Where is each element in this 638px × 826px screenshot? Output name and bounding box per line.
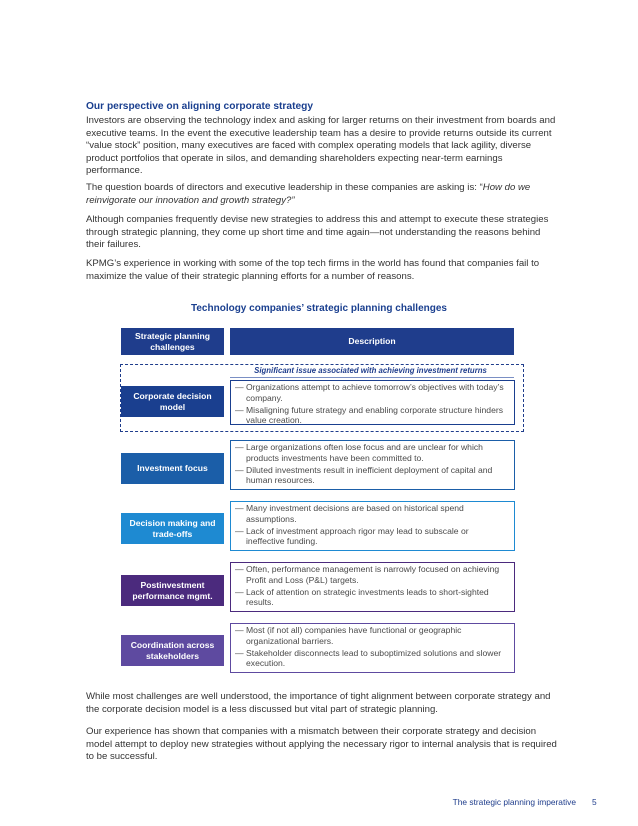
dash-marker: — — [235, 586, 244, 597]
bullet-text: Diluted investments result in inefficient deployment of capital and human resources. — [246, 464, 493, 485]
bullet-text: Most (if not all) companies have functional or geographic organizational barriers. — [246, 625, 462, 646]
challenge-label: Coordination across stakeholders — [121, 635, 224, 666]
description-bullet — [235, 442, 508, 463]
challenge-label: Decision making and trade-offs — [121, 513, 224, 544]
dash-marker: — — [235, 464, 244, 475]
description-bullet — [235, 382, 508, 403]
bullet-text: Many investment decisions are based on historical spend assumptions. — [246, 503, 464, 524]
challenge-description — [230, 440, 515, 490]
page-number: 5 — [592, 797, 597, 807]
paragraph-2 — [86, 182, 558, 207]
section-heading: Our perspective on aligning corporate strategy — [86, 101, 314, 112]
description-bullet — [235, 405, 508, 426]
challenge-description — [230, 623, 515, 673]
paragraph-3: Although companies frequently devise new strategies to address this and attempt to execute these strategies through strategic planning, they come up short time and time again—not understanding the reasons behind their failures. — [86, 214, 549, 251]
figure-title: Technology companies’ strategic planning challenges — [191, 303, 447, 314]
bullet-text: Large organizations often lose focus and are unclear for which products investments have been committed to. — [246, 442, 483, 463]
dash-marker: — — [235, 564, 244, 574]
description-bullet — [235, 625, 508, 646]
description-bullet — [235, 564, 508, 585]
bullet-text: Lack of investment approach rigor may lead to subscale or ineffective funding. — [246, 525, 469, 546]
dash-marker: — — [235, 525, 244, 536]
challenge-description — [230, 380, 515, 425]
description-bullet — [235, 465, 508, 486]
bullet-text: Stakeholder disconnects lead to suboptimized solutions and slower execution. — [246, 647, 502, 668]
paragraph-6: Our experience has shown that companies with a mismatch between their corporate strategy and decision model attempt to deploy new strategies without applying the necessary rigor to internal analysis that is required to be successful. — [86, 726, 557, 763]
significant-issue-note: Significant issue associated with achieving investment returns — [254, 366, 487, 375]
description-bullet — [235, 503, 508, 524]
paragraph-2-lead: The question boards of directors and executive leadership in these companies are asking is: “ — [86, 182, 483, 193]
description-bullet — [235, 587, 508, 608]
header-description: Description — [230, 328, 514, 355]
paragraph-2-quote: How do we reinvigorate our innovation and growth strategy?” — [86, 182, 531, 206]
challenge-label: Postinvestment performance mgmt. — [121, 575, 224, 606]
dash-marker: — — [235, 404, 244, 415]
dash-marker: — — [235, 442, 244, 452]
paragraph-1: Investors are observing the technology index and asking for larger returns on their investment from boards and executive teams. In the event the executive leadership team has a desire to provide returns outside its current “value stock” position, many executives are faced with complex operating models that lack agility, diverse product portfolios that operate in silos, and demanding shareholders expecting near-term earnings performance. — [86, 115, 556, 177]
paragraph-4: KPMG’s experience in working with some of the top tech firms in the world has found that companies fail to maximize the value of their strategic planning efforts for a number of reasons. — [86, 258, 540, 282]
bullet-text: Organizations attempt to achieve tomorrow’s objectives with today’s company. — [246, 382, 504, 403]
dash-marker: — — [235, 647, 244, 658]
challenge-description — [230, 562, 515, 612]
bullet-text: Often, performance management is narrowly focused on achieving Profit and Loss (P&L) targets. — [246, 564, 500, 585]
header-challenges: Strategic planning challenges — [121, 328, 224, 355]
challenge-label: Investment focus — [121, 453, 224, 484]
challenge-label: Corporate decision model — [121, 386, 224, 417]
description-bullet — [235, 648, 508, 669]
dash-marker: — — [235, 382, 244, 392]
bullet-text: Lack of attention on strategic investments leads to short-sighted results. — [246, 586, 489, 607]
dash-marker: — — [235, 503, 244, 513]
dash-marker: — — [235, 625, 244, 635]
significant-issue-rule — [230, 377, 514, 378]
footer-title: The strategic planning imperative — [452, 797, 576, 807]
paragraph-5: While most challenges are well understood, the importance of tight alignment between corporate strategy and the corporate decision model is a less discussed but vital part of strategic planning. — [86, 691, 551, 715]
challenge-description — [230, 501, 515, 551]
description-bullet — [235, 526, 508, 547]
bullet-text: Misaligning future strategy and enabling corporate structure hinders value creation. — [246, 404, 504, 425]
